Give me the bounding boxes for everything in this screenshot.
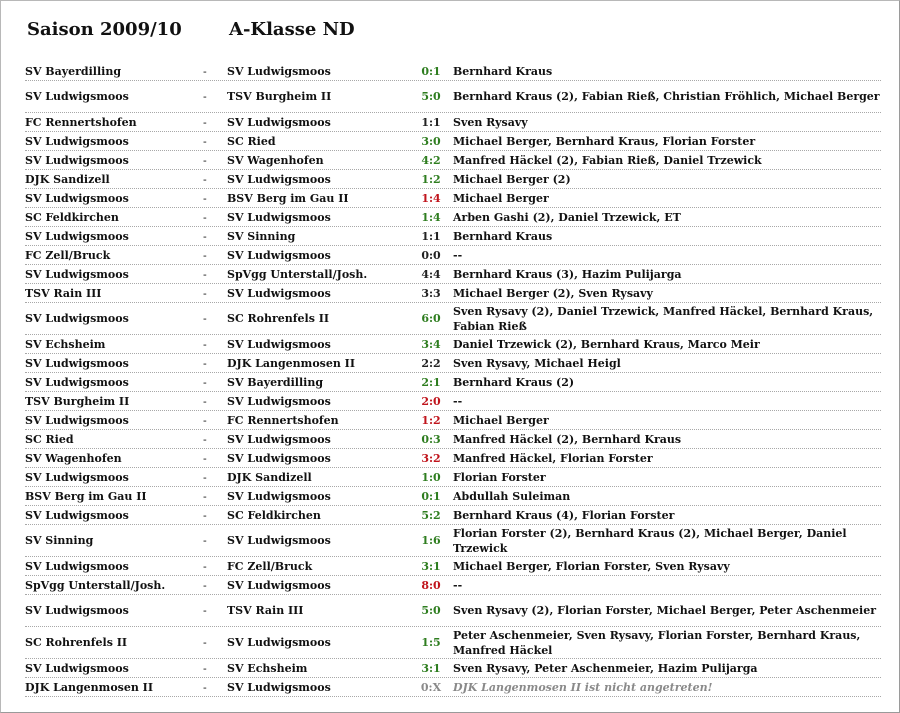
match-row — [25, 246, 881, 265]
goal-scorers: Arben Gashi (2), Daniel Trzewick, ET — [453, 210, 681, 224]
match-score: 1:5 — [421, 636, 441, 649]
match-score: 5:2 — [421, 508, 441, 522]
match-row — [25, 151, 881, 170]
match-row — [25, 468, 881, 487]
match-row — [25, 506, 881, 525]
goal-scorers: Bernhard Kraus — [453, 229, 553, 243]
home-team: FC Rennertshofen — [25, 115, 137, 129]
match-score: 1:1 — [421, 115, 441, 129]
away-team: SC Ried — [227, 134, 276, 148]
match-row — [25, 265, 881, 284]
goal-scorers: Sven Rysavy (2), Florian Forster, Michael Berger, Peter Aschenmeier — [453, 604, 877, 617]
match-score: 3:1 — [421, 559, 441, 573]
home-team: SpVgg Unterstall/Josh. — [25, 578, 166, 592]
separator: - — [203, 534, 207, 547]
separator: - — [203, 134, 207, 148]
home-team: BSV Berg im Gau II — [25, 489, 147, 503]
separator: - — [203, 375, 207, 389]
away-team: SV Ludwigsmoos — [227, 337, 331, 351]
match-score: 5:0 — [421, 604, 441, 617]
separator: - — [203, 286, 207, 300]
goal-scorers: Sven Rysavy — [453, 115, 528, 129]
away-team: DJK Langenmosen II — [227, 356, 355, 370]
away-team: SV Ludwigsmoos — [227, 578, 331, 592]
goal-scorers: Florian Forster — [453, 470, 546, 484]
home-team: SC Feldkirchen — [25, 210, 119, 224]
match-score: 3:1 — [421, 661, 441, 675]
home-team: TSV Burgheim II — [25, 394, 130, 408]
away-team: TSV Rain III — [227, 604, 304, 617]
match-row — [25, 627, 881, 659]
separator: - — [203, 470, 207, 484]
goal-scorers: Bernhard Kraus — [453, 64, 553, 78]
goal-scorers: -- — [453, 394, 463, 408]
match-score: 0:1 — [421, 489, 441, 503]
home-team: SV Ludwigsmoos — [25, 191, 129, 205]
separator: - — [203, 248, 207, 262]
separator: - — [203, 661, 207, 675]
home-team: SV Ludwigsmoos — [25, 356, 129, 370]
separator: - — [203, 451, 207, 465]
separator: - — [203, 337, 207, 351]
match-row — [25, 430, 881, 449]
goal-scorers: Bernhard Kraus (3), Hazim Pulijarga — [453, 267, 682, 281]
away-team: SV Ludwigsmoos — [227, 680, 331, 694]
separator: - — [203, 210, 207, 224]
away-team: SV Wagenhofen — [227, 153, 324, 167]
goal-scorers: -- — [453, 578, 463, 592]
goal-scorers: DJK Langenmosen II ist nicht angetreten! — [453, 680, 713, 694]
goal-scorers: Manfred Häckel, Florian Forster — [453, 451, 653, 465]
away-team: SV Sinning — [227, 229, 296, 243]
match-score: 3:0 — [421, 134, 441, 148]
away-team: SV Ludwigsmoos — [227, 451, 331, 465]
separator: - — [203, 229, 207, 243]
away-team: DJK Sandizell — [227, 470, 312, 484]
away-team: SV Ludwigsmoos — [227, 172, 331, 186]
home-team: SV Ludwigsmoos — [25, 661, 129, 675]
home-team: SV Ludwigsmoos — [25, 508, 129, 522]
goal-scorers: Sven Rysavy (2), Daniel Trzewick, Manfred Häckel, Bernhard Kraus, Fabian Rieß — [453, 304, 874, 333]
separator: - — [203, 432, 207, 446]
separator: - — [203, 356, 207, 370]
match-score: 3:3 — [421, 286, 441, 300]
home-team: SV Ludwigsmoos — [25, 413, 129, 427]
goal-scorers: Florian Forster (2), Bernhard Kraus (2), Michael Berger, Daniel Trzewick — [453, 526, 847, 555]
goal-scorers: Michael Berger, Florian Forster, Sven Rysavy — [453, 559, 730, 573]
match-row — [25, 227, 881, 246]
goal-scorers: Michael Berger, Bernhard Kraus, Florian Forster — [453, 134, 756, 148]
match-row — [25, 81, 881, 113]
match-score: 6:0 — [421, 312, 441, 325]
match-score: 2:1 — [421, 375, 441, 389]
goal-scorers: Bernhard Kraus (4), Florian Forster — [453, 508, 675, 522]
away-team: SpVgg Unterstall/Josh. — [227, 267, 368, 281]
match-score: 1:0 — [421, 470, 441, 484]
separator: - — [203, 64, 207, 78]
goal-scorers: Michael Berger (2) — [453, 172, 571, 186]
separator: - — [203, 489, 207, 503]
season-title: Saison 2009/10 — [27, 19, 182, 40]
home-team: SV Ludwigsmoos — [25, 312, 129, 325]
match-row — [25, 411, 881, 430]
separator: - — [203, 578, 207, 592]
match-score: 5:0 — [421, 90, 441, 103]
match-score: 3:2 — [421, 451, 441, 465]
match-row — [25, 595, 881, 627]
match-row — [25, 284, 881, 303]
separator: - — [203, 559, 207, 573]
separator: - — [203, 90, 207, 103]
goal-scorers: Manfred Häckel (2), Bernhard Kraus — [453, 432, 682, 446]
goal-scorers: Manfred Häckel (2), Fabian Rieß, Daniel Trzewick — [453, 153, 762, 167]
match-row — [25, 659, 881, 678]
match-row — [25, 392, 881, 411]
away-team: BSV Berg im Gau II — [227, 191, 349, 205]
match-row — [25, 373, 881, 392]
away-team: SV Ludwigsmoos — [227, 489, 331, 503]
match-row — [25, 132, 881, 151]
home-team: DJK Langenmosen II — [25, 680, 153, 694]
league-title: A-Klasse ND — [229, 19, 355, 40]
away-team: SV Ludwigsmoos — [227, 210, 331, 224]
separator: - — [203, 172, 207, 186]
match-row — [25, 487, 881, 506]
goal-scorers: Daniel Trzewick (2), Bernhard Kraus, Marco Meir — [453, 337, 760, 351]
separator: - — [203, 636, 207, 649]
away-team: SV Ludwigsmoos — [227, 432, 331, 446]
match-score: 4:2 — [421, 153, 441, 167]
match-score: 1:4 — [421, 191, 441, 205]
away-team: SV Ludwigsmoos — [227, 64, 331, 78]
away-team: FC Zell/Bruck — [227, 559, 313, 573]
page-title — [27, 19, 355, 40]
away-team: SV Echsheim — [227, 661, 308, 675]
match-score: 8:0 — [421, 578, 441, 592]
home-team: SV Ludwigsmoos — [25, 267, 129, 281]
away-team: SV Ludwigsmoos — [227, 636, 331, 649]
home-team: SV Ludwigsmoos — [25, 229, 129, 243]
away-team: SV Bayerdilling — [227, 375, 324, 389]
goal-scorers: Sven Rysavy, Peter Aschenmeier, Hazim Pulijarga — [453, 661, 758, 675]
match-score: 2:0 — [421, 394, 441, 408]
match-row — [25, 678, 881, 697]
match-score: 1:2 — [421, 413, 441, 427]
goal-scorers: -- — [453, 248, 463, 262]
goal-scorers: Michael Berger — [453, 191, 549, 205]
separator: - — [203, 508, 207, 522]
match-row — [25, 525, 881, 557]
match-score: 0:3 — [421, 432, 441, 446]
match-row — [25, 170, 881, 189]
goal-scorers: Michael Berger — [453, 413, 549, 427]
match-score: 1:4 — [421, 210, 441, 224]
match-row — [25, 113, 881, 132]
match-score: 0:1 — [421, 64, 441, 78]
separator: - — [203, 413, 207, 427]
goal-scorers: Michael Berger (2), Sven Rysavy — [453, 286, 653, 300]
match-score: 1:1 — [421, 229, 441, 243]
home-team: SV Bayerdilling — [25, 64, 122, 78]
away-team: SC Feldkirchen — [227, 508, 321, 522]
goal-scorers: Bernhard Kraus (2), Fabian Rieß, Christian Fröhlich, Michael Berger — [453, 90, 880, 103]
separator: - — [203, 267, 207, 281]
home-team: FC Zell/Bruck — [25, 248, 111, 262]
home-team: SV Sinning — [25, 534, 94, 547]
match-row — [25, 189, 881, 208]
match-score: 3:4 — [421, 337, 441, 351]
match-row — [25, 576, 881, 595]
match-score: 1:2 — [421, 172, 441, 186]
home-team: SV Ludwigsmoos — [25, 470, 129, 484]
results-table — [25, 62, 881, 697]
match-score: 4:4 — [421, 267, 441, 281]
separator: - — [203, 153, 207, 167]
home-team: SC Ried — [25, 432, 74, 446]
match-row — [25, 557, 881, 576]
home-team: SV Ludwigsmoos — [25, 153, 129, 167]
home-team: SV Ludwigsmoos — [25, 90, 129, 103]
match-score: 1:6 — [421, 534, 441, 547]
away-team: SC Rohrenfels II — [227, 312, 330, 325]
match-row — [25, 62, 881, 81]
away-team: SV Ludwigsmoos — [227, 286, 331, 300]
away-team: SV Ludwigsmoos — [227, 394, 331, 408]
match-score: 2:2 — [421, 356, 441, 370]
away-team: SV Ludwigsmoos — [227, 248, 331, 262]
home-team: SV Ludwigsmoos — [25, 134, 129, 148]
match-row — [25, 303, 881, 335]
goal-scorers: Sven Rysavy, Michael Heigl — [453, 356, 621, 370]
match-score: 0:X — [420, 680, 442, 694]
separator: - — [203, 312, 207, 325]
match-score: 0:0 — [421, 248, 441, 262]
match-row — [25, 335, 881, 354]
goal-scorers: Bernhard Kraus (2) — [453, 375, 575, 389]
home-team: SV Ludwigsmoos — [25, 604, 129, 617]
match-row — [25, 449, 881, 468]
home-team: TSV Rain III — [25, 286, 102, 300]
home-team: SV Ludwigsmoos — [25, 375, 129, 389]
goal-scorers: Peter Aschenmeier, Sven Rysavy, Florian Forster, Bernhard Kraus, Manfred Häckel — [453, 628, 861, 657]
home-team: SV Ludwigsmoos — [25, 559, 129, 573]
separator: - — [203, 115, 207, 129]
home-team: SV Wagenhofen — [25, 451, 122, 465]
away-team: SV Ludwigsmoos — [227, 534, 331, 547]
away-team: TSV Burgheim II — [227, 90, 332, 103]
match-row — [25, 354, 881, 373]
match-row — [25, 208, 881, 227]
home-team: SC Rohrenfels II — [25, 636, 128, 649]
separator: - — [203, 680, 207, 694]
away-team: SV Ludwigsmoos — [227, 115, 331, 129]
away-team: FC Rennertshofen — [227, 413, 339, 427]
home-team: SV Echsheim — [25, 337, 106, 351]
separator: - — [203, 394, 207, 408]
separator: - — [203, 604, 207, 617]
goal-scorers: Abdullah Suleiman — [453, 489, 571, 503]
home-team: DJK Sandizell — [25, 172, 110, 186]
separator: - — [203, 191, 207, 205]
